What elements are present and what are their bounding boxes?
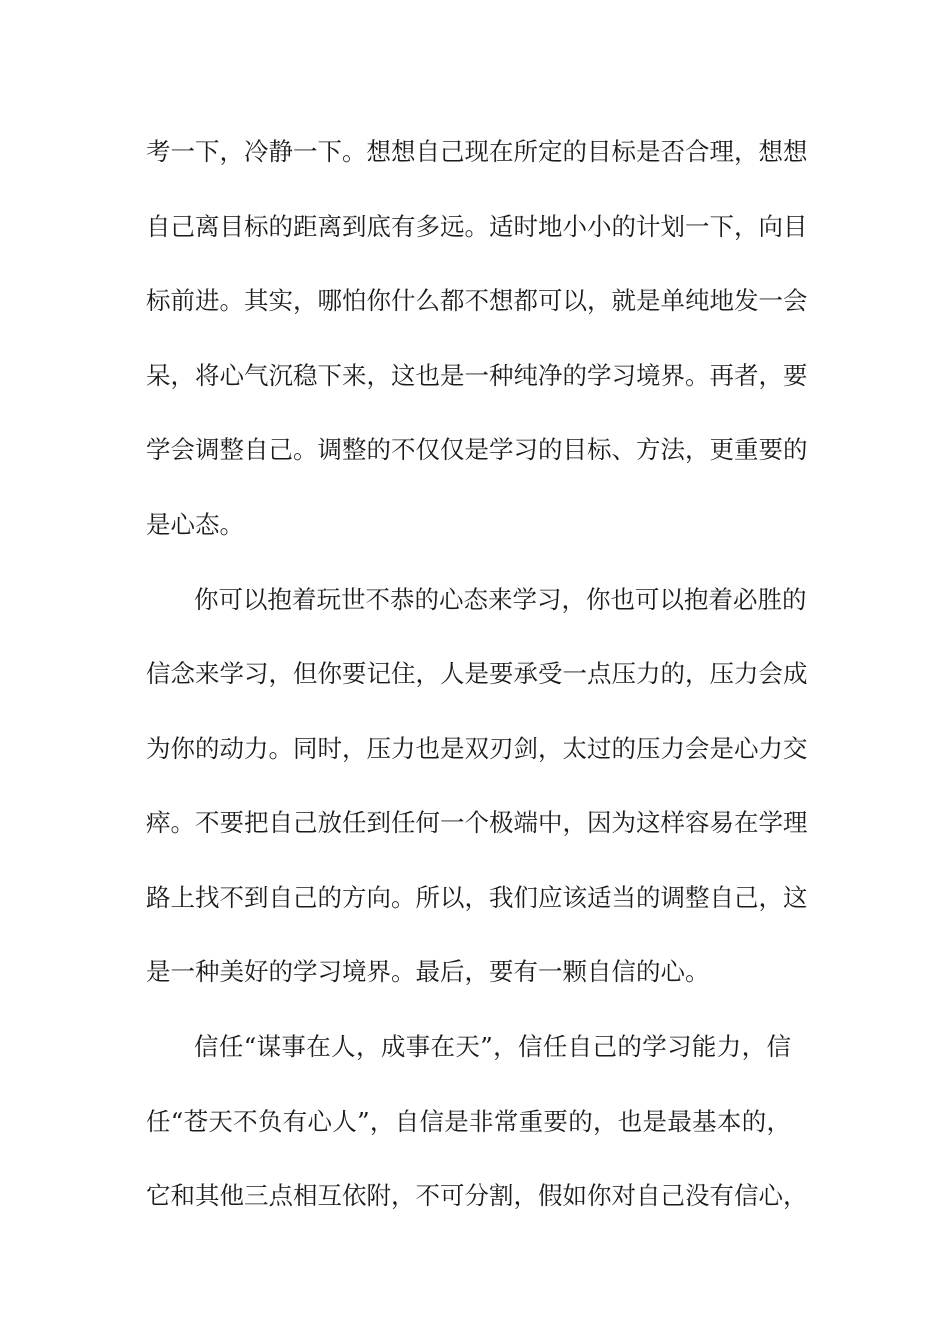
text-line: 标前进。其实，哪怕你什么都不想都可以，就是单纯地发一会 <box>146 286 808 315</box>
paragraph-first-line: 信任“谋事在人，成事在天”，信任自己的学习能力，信 <box>194 1032 791 1061</box>
text-line: 考一下，冷静一下。想想自己现在所定的目标是否合理，想想 <box>146 137 808 166</box>
text-line: 任“苍天不负有心人”，自信是非常重要的，也是最基本的， <box>146 1107 791 1136</box>
text-line: 为你的动力。同时，压力也是双刃剑，太过的压力会是心力交 <box>146 734 808 763</box>
paragraph-first-line: 你可以抱着玩世不恭的心态来学习，你也可以抱着必胜的 <box>194 585 807 614</box>
text-line: 呆，将心气沉稳下来，这也是一种纯净的学习境界。再者，要 <box>146 361 808 390</box>
text-line: 学会调整自己。调整的不仅仅是学习的目标、方法，更重要的 <box>146 435 808 464</box>
text-line: 瘁。不要把自己放任到任何一个极端中，因为这样容易在学理 <box>146 808 808 837</box>
text-line: 它和其他三点相互依附，不可分割，假如你对自己没有信心， <box>146 1181 808 1210</box>
text-line: 是一种美好的学习境界。最后，要有一颗自信的心。 <box>146 957 710 986</box>
text-line: 信念来学习，但你要记住，人是要承受一点压力的，压力会成 <box>146 659 808 688</box>
text-line: 自己离目标的距离到底有多远。适时地小小的计划一下，向目 <box>146 212 808 241</box>
text-line: 路上找不到自己的方向。所以，我们应该适当的调整自己，这 <box>146 883 808 912</box>
text-line: 是心态。 <box>146 510 244 539</box>
